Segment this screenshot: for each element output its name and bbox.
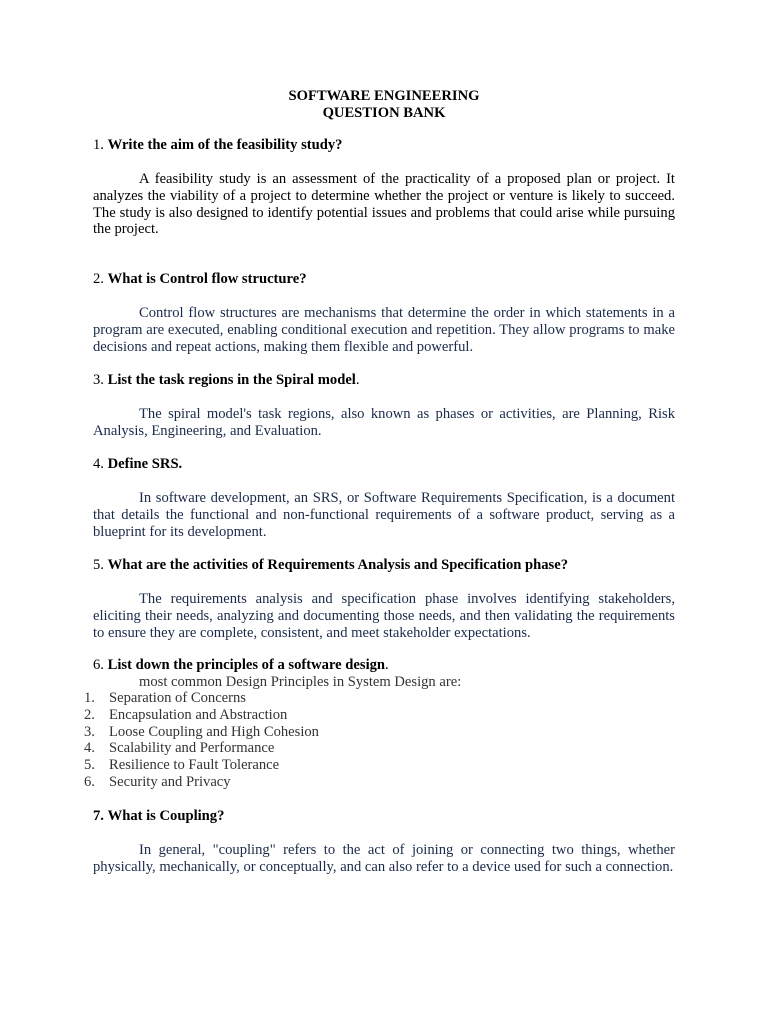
list-item <box>84 724 319 741</box>
question-7 <box>93 808 675 825</box>
question-3 <box>93 372 675 389</box>
list-item <box>84 757 319 774</box>
question-2 <box>93 271 675 288</box>
list-item-text: Security and Privacy <box>109 773 231 790</box>
question-text: Write the aim of the feasibility study? <box>107 137 343 153</box>
question-1 <box>93 137 675 154</box>
list-item <box>84 690 319 707</box>
principles-list <box>84 690 319 791</box>
list-item-number: 4. <box>84 740 95 757</box>
answer-7: In general, "coupling" refers to the act of joining or connecting two things, whether physically, mechanically, or conceptually, and can also refer to a device used for such a connection. <box>93 842 675 875</box>
question-number: 7. <box>93 808 104 824</box>
list-item-text: Encapsulation and Abstraction <box>109 706 288 723</box>
document-title <box>0 88 768 122</box>
question-text: Define SRS. <box>107 456 183 472</box>
list-item-number: 5. <box>84 757 95 774</box>
question-number: 2. <box>93 271 104 287</box>
list-item-number: 6. <box>84 773 95 790</box>
title-line-2: QUESTION BANK <box>322 105 446 121</box>
question-number: 4. <box>93 456 104 472</box>
question-text: List the task regions in the Spiral model <box>107 372 356 388</box>
answer-1: A feasibility study is an assessment of the practicality of a proposed plan or project. It analyzes the viability of a project to determine whether the project or venture is likely to succeed. The study is also designed to identify potential issues and problems that could arise while pursuing the project. <box>93 171 675 238</box>
list-item <box>84 774 319 791</box>
list-item-number: 2. <box>84 706 95 723</box>
list-item-text: Resilience to Fault Tolerance <box>109 757 280 774</box>
question-5 <box>93 557 675 574</box>
question-text: List down the principles of a software design <box>107 657 386 673</box>
question-number: 6. <box>93 657 104 673</box>
question-4 <box>93 456 675 473</box>
list-item-text: Loose Coupling and High Cohesion <box>109 723 319 740</box>
question-number: 1. <box>93 137 104 153</box>
list-item-number: 3. <box>84 723 95 740</box>
question-suffix: . <box>385 657 389 673</box>
list-item-text: Scalability and Performance <box>109 740 275 757</box>
answer-4: In software development, an SRS, or Software Requirements Specification, is a document that details the functional and non-functional requirements of a software product, serving as a blueprint for its development. <box>93 490 675 540</box>
question-text: What is Control flow structure? <box>107 271 307 287</box>
list-item <box>84 740 319 757</box>
question-6 <box>93 657 675 674</box>
answer-3: The spiral model's task regions, also known as phases or activities, are Planning, Risk Analysis, Engineering, and Evaluation. <box>93 406 675 439</box>
question-number: 3. <box>93 372 104 388</box>
answer-2: Control flow structures are mechanisms that determine the order in which statements in a program are executed, enabling conditional execution and repetition. They allow programs to make decisions and repeat actions, making them flexible and powerful. <box>93 305 675 355</box>
question-suffix: . <box>355 372 360 388</box>
question-number: 5. <box>93 557 104 573</box>
list-item-text: Separation of Concerns <box>109 690 246 706</box>
principles-intro: most common Design Principles in System Design are: <box>139 674 462 690</box>
list-item-number: 1. <box>84 690 95 706</box>
question-text: What is Coupling? <box>107 808 225 824</box>
title-line-1: SOFTWARE ENGINEERING <box>288 88 480 104</box>
answer-5: The requirements analysis and specification phase involves identifying stakeholders, eliciting their needs, analyzing and documenting those needs, and then validating the requirements to ensure they are complete, consistent, and meet stakeholder expectations. <box>93 591 675 641</box>
list-item <box>84 707 319 724</box>
question-text: What are the activities of Requirements Analysis and Specification phase? <box>107 557 568 573</box>
